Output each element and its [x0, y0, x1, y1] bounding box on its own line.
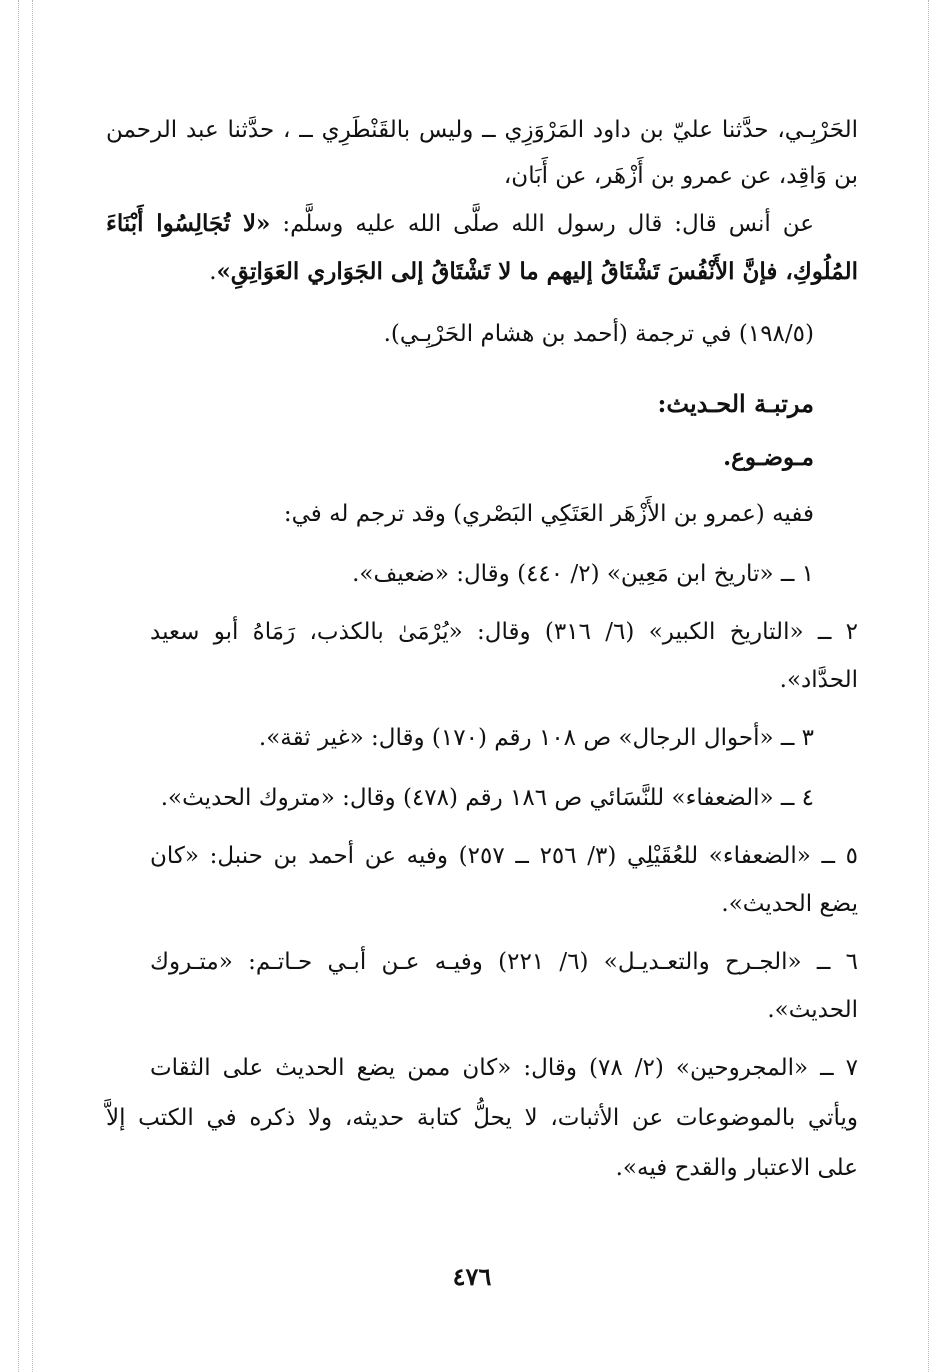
isnad-line-2: بن وَاقِد، عن عمرو بن أَزْهَر، عن أَبَان، — [503, 163, 858, 189]
reference-item-4: ٤ ــ «الضعفاء» للنَّسَائي ص ١٨٦ رقم (٤٧٨) وقال: «متروك الحديث». — [160, 785, 814, 811]
reference-item-2-text: ٢ ــ «التاريخ الكبير» (٦/ ٣١٦) وقال: «يُرْمَىٰ بالكذب، رَمَاهُ أبو سعيد — [150, 619, 858, 645]
hadith-line-2 — [106, 254, 858, 290]
hadith-matn-end: المُلُوكِ، فإنَّ الأَنْفُسَ تَشْتَاقُ إليهم ما لا تَشْتَاقُ إلى الجَوَاري العَوَاتِقِ» — [216, 258, 858, 285]
reference-item-7-line-2: ويأتي بالموضوعات عن الأثبات، لا يحلُّ كتابة حديثه، ولا ذكره في الكتب إلاَّ — [106, 1105, 858, 1131]
reference-item-5-line-2: يضع الحديث». — [721, 891, 858, 917]
source-reference: (١٩٨/٥) في ترجمة (أحمد بن هشام الحَرْبِـي). — [383, 321, 814, 347]
reference-item-3: ٣ ــ «أحوال الرجال» ص ١٠٨ رقم (١٧٠) وقال: «غير ثقة». — [258, 725, 814, 751]
narrator-intro: ففيه (عمرو بن الأَزْهَر العَتَكِي البَصْري) وقد ترجم له في: — [283, 501, 814, 527]
hadith-period: . — [209, 259, 217, 285]
reference-item-2-line-2: الحدَّاد». — [779, 667, 858, 693]
reference-item-7-line-1: ٧ ــ «المجروحين» (٢/ ٧٨) وقال: «كان ممن يضع الحديث على الثقات — [150, 1055, 858, 1081]
section-heading: مرتبـة الحـديث: — [657, 389, 814, 418]
reference-item-6-line-1: ٦ ــ «الجـرح والتعـديـل» (٦/ ٢٢١) وفيـه عـن أبـي حـاتـم: «متـروك — [150, 949, 859, 975]
scan-edge-line — [32, 0, 33, 1372]
reference-item-7-line-3: على الاعتبار والقدح فيه». — [615, 1155, 858, 1181]
reference-item-6-line-2: الحديث». — [767, 997, 858, 1023]
hadith-line-1 — [106, 206, 858, 242]
reference-item-5-line-1: ٥ ــ «الضعفاء» للعُقَيْلِي (٣/ ٢٥٦ ــ ٢٥٧) وفيه عن أحمد بن حنبل: «كان — [150, 843, 859, 869]
hadith-narration: عن أنس قال: قال رسول الله صلَّى الله عليه وسلَّم: — [270, 211, 814, 237]
reference-item-2-line-1 — [150, 614, 858, 650]
reference-item-1: ١ ــ «تاريخ ابن مَعِين» (٢/ ٤٤٠) وقال: «ضعيف». — [352, 561, 814, 587]
scan-edge-line — [928, 0, 929, 1372]
scan-edge-line — [18, 0, 19, 1372]
hadith-grade: مـوضـوع. — [723, 444, 814, 471]
page-number: ٤٧٦ — [452, 1262, 492, 1291]
isnad-line-1: الحَرْبِـي، حدَّثنا عليّ بن داود المَرْوَزِي ــ وليس بالقَنْطَرِي ــ ، حدَّثنا عبد الرحمن — [106, 117, 858, 143]
hadith-matn-start: «لا تُجَالِسُوا أَبْنَاءَ — [106, 210, 271, 237]
